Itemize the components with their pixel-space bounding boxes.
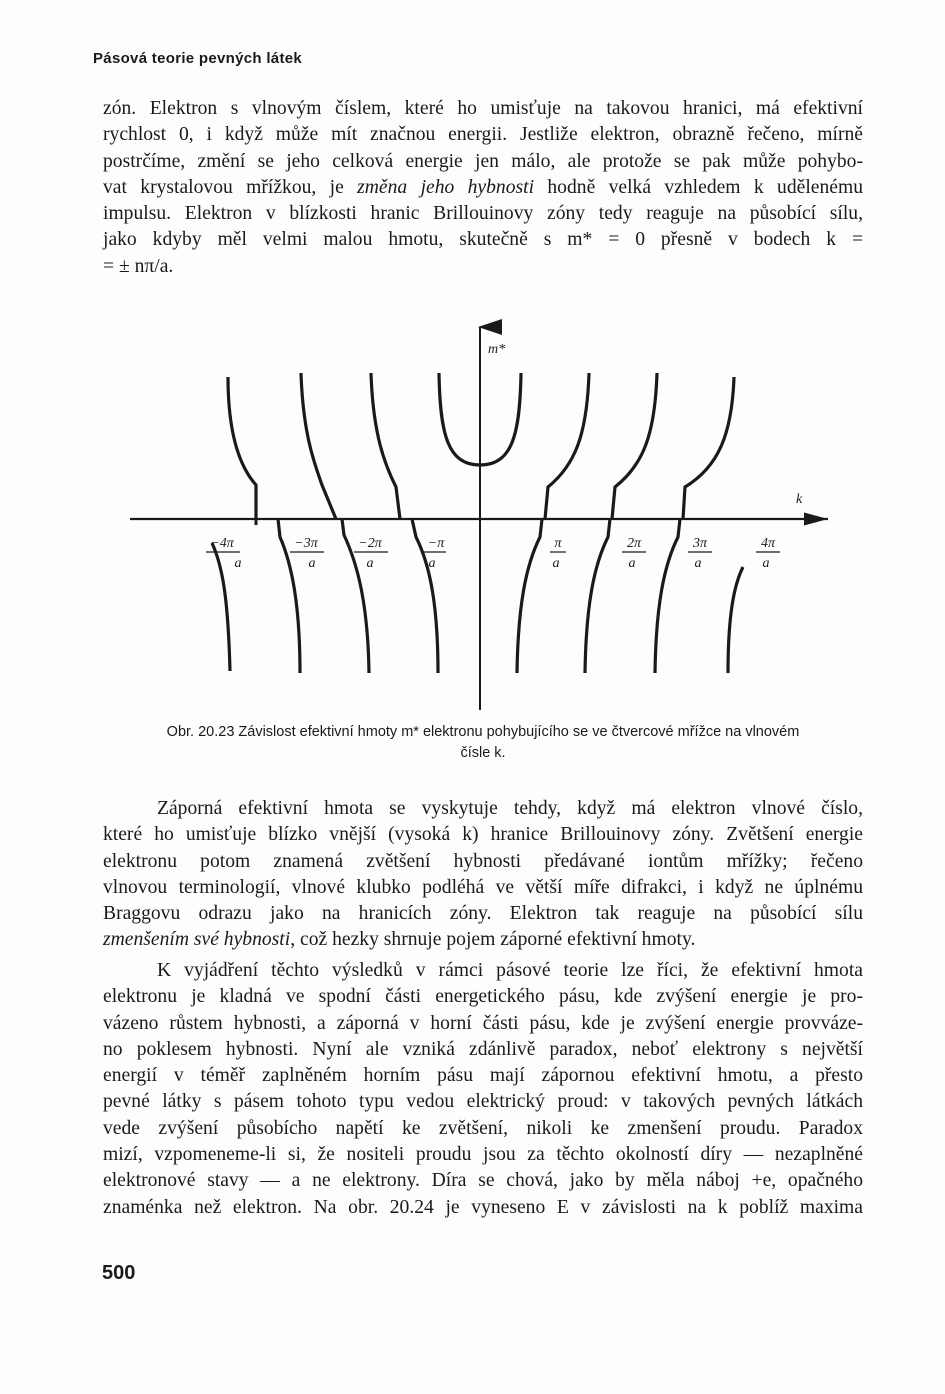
text-line: elektronu je kladná ve spodní části energetického pásu, kde zvýšení energie je pro- <box>103 986 863 1008</box>
text-line: postrčíme, změní se jeho celková energie jen málo, ale protože se pak může pohybo- <box>103 150 863 172</box>
svg-text:−π: −π <box>427 536 445 551</box>
svg-text:2π: 2π <box>626 536 642 551</box>
text-line: pevné látky s pásem tohoto typu vedou elektrický proud: v takových pevných látkách <box>103 1091 863 1113</box>
text-line: K vyjádření těchto výsledků v rámci pásové teorie lze říci, že efektivní hmota <box>157 960 863 981</box>
caption-line: čísle k. <box>460 745 506 761</box>
svg-text:−4π: −4π <box>210 536 234 551</box>
svg-text:a: a <box>762 556 770 571</box>
svg-text:a: a <box>234 556 242 571</box>
svg-text:a: a <box>366 556 374 571</box>
curve-upper-right-2 <box>612 373 657 519</box>
svg-text:a: a <box>308 556 316 571</box>
svg-text:3π: 3π <box>692 536 708 551</box>
curve-lower-8 <box>728 567 743 673</box>
curve-lower-5 <box>517 519 542 673</box>
text-line: = ± nπ/a. <box>103 255 174 277</box>
effective-mass-figure <box>100 315 860 725</box>
tick-label-minus-2pi <box>354 536 388 571</box>
text-fragment: , což hezky shrnuje pojem záporné efektivní hmoty. <box>290 929 696 951</box>
text-line <box>103 927 863 953</box>
tick-label-minus-3pi <box>290 536 324 571</box>
svg-text:a: a <box>694 556 702 571</box>
text-line: mizí, vzpomeneme-li si, že nositeli proudu jsou za těchto okolností díry — nezaplněné <box>103 1144 863 1166</box>
svg-text:π: π <box>554 536 562 551</box>
page-number: 500 <box>102 1262 136 1284</box>
x-axis-label: k <box>796 492 803 507</box>
text-line: vlnovou terminologií, vlnové klubko podléhá ve větší míře difrakci, i když ne úplnému <box>103 876 863 898</box>
text-line: znaménka než elektron. Na obr. 20.24 je vyneseno E v závislosti na k poblíž maxima <box>103 1196 863 1218</box>
curve-upper-left-3 <box>371 373 400 519</box>
text-line: Záporná efektivní hmota se vyskytuje tehdy, když má elektron vlnové číslo, <box>157 798 863 819</box>
text-line: které ho umisťuje blízko vnější (vysoká k) hranice Brillouinovy zóny. Zvětšení energie <box>103 824 863 846</box>
tick-label-2pi <box>622 536 646 571</box>
caption-line: Obr. 20.23 Závislost efektivní hmoty m* elektronu pohybujícího se ve čtvercové mřížce na vlnovém <box>166 724 800 740</box>
svg-text:a: a <box>428 556 436 571</box>
tick-label-4pi <box>756 536 780 571</box>
text-line: elektronové stavy — a ne elektrony. Díra se chová, jako by měla náboj +e, opačného <box>103 1170 863 1192</box>
y-axis-label: m* <box>488 342 506 357</box>
svg-text:a: a <box>628 556 636 571</box>
tick-label-pi <box>550 536 566 571</box>
svg-text:−2π: −2π <box>358 536 382 551</box>
running-title: Pásová teorie pevných látek <box>93 50 303 67</box>
curve-lower-6 <box>585 519 610 673</box>
svg-text:4π: 4π <box>760 536 776 551</box>
text-line: no poklesem hybnosti. Nyní ale vzniká zdánlivě paradox, neboť elektrony s největší <box>103 1038 863 1060</box>
curve-upper-left-1 <box>228 377 256 519</box>
paragraph-1 <box>103 96 863 280</box>
svg-text:a: a <box>552 556 560 571</box>
text-line: vede zvýšení působícho napětí ke zvětšení, nikoli ke zmenšení proudu. Paradox <box>103 1117 863 1139</box>
text-line: Braggovu odrazu jako na hranicích zóny. Elektron tak reaguje na působící sílu <box>103 903 863 925</box>
paragraph-2 <box>103 796 863 954</box>
curve-lower-1 <box>212 543 230 671</box>
text-fragment: vat krystalovou mřížkou, je <box>103 176 358 198</box>
text-line: impulsu. Elektron v blízkosti hranic Brillouinovy zóny tedy reaguje na působící sílu, <box>103 203 863 225</box>
text-line: elektronu potom znamená zvětšení hybnosti předávané iontům mřížky; řečeno <box>103 850 863 872</box>
tick-label-3pi <box>688 536 712 571</box>
paragraph-3 <box>103 958 863 1221</box>
curve-upper-right-3 <box>683 377 734 519</box>
svg-text:−3π: −3π <box>294 536 318 551</box>
text-line: jako kdyby měl velmi malou hmotu, skutečně s m* = 0 přesně v bodech k = <box>103 229 863 251</box>
curve-upper-right-1 <box>545 373 589 519</box>
figure-caption <box>103 722 863 764</box>
curve-lower-7 <box>655 519 680 673</box>
text-line: vázeno růstem hybnosti, a záporná v horní části pásu, kde je zvýšení energie provváze- <box>103 1012 863 1034</box>
emphasis: zmenšením své hybnosti <box>103 929 291 951</box>
curve-upper-left-2 <box>301 373 336 519</box>
tick-label-minus-4pi <box>206 536 242 571</box>
text-line: energií v téměř zaplněném horním pásu mají zápornou efektivní hmotu, a přesto <box>103 1065 863 1087</box>
text-line <box>103 175 863 201</box>
emphasis: změna jeho hybnosti <box>357 176 535 198</box>
text-line: zón. Elektron s vlnovým číslem, které ho umisťuje na takovou hranici, má efektivní <box>103 98 863 119</box>
text-fragment: hodně velká vzhledem k udělenému <box>534 176 863 198</box>
text-line: rychlost 0, i když může mít značnou energii. Jestliže elektron, obrazně řečeno, mírně <box>103 124 863 146</box>
